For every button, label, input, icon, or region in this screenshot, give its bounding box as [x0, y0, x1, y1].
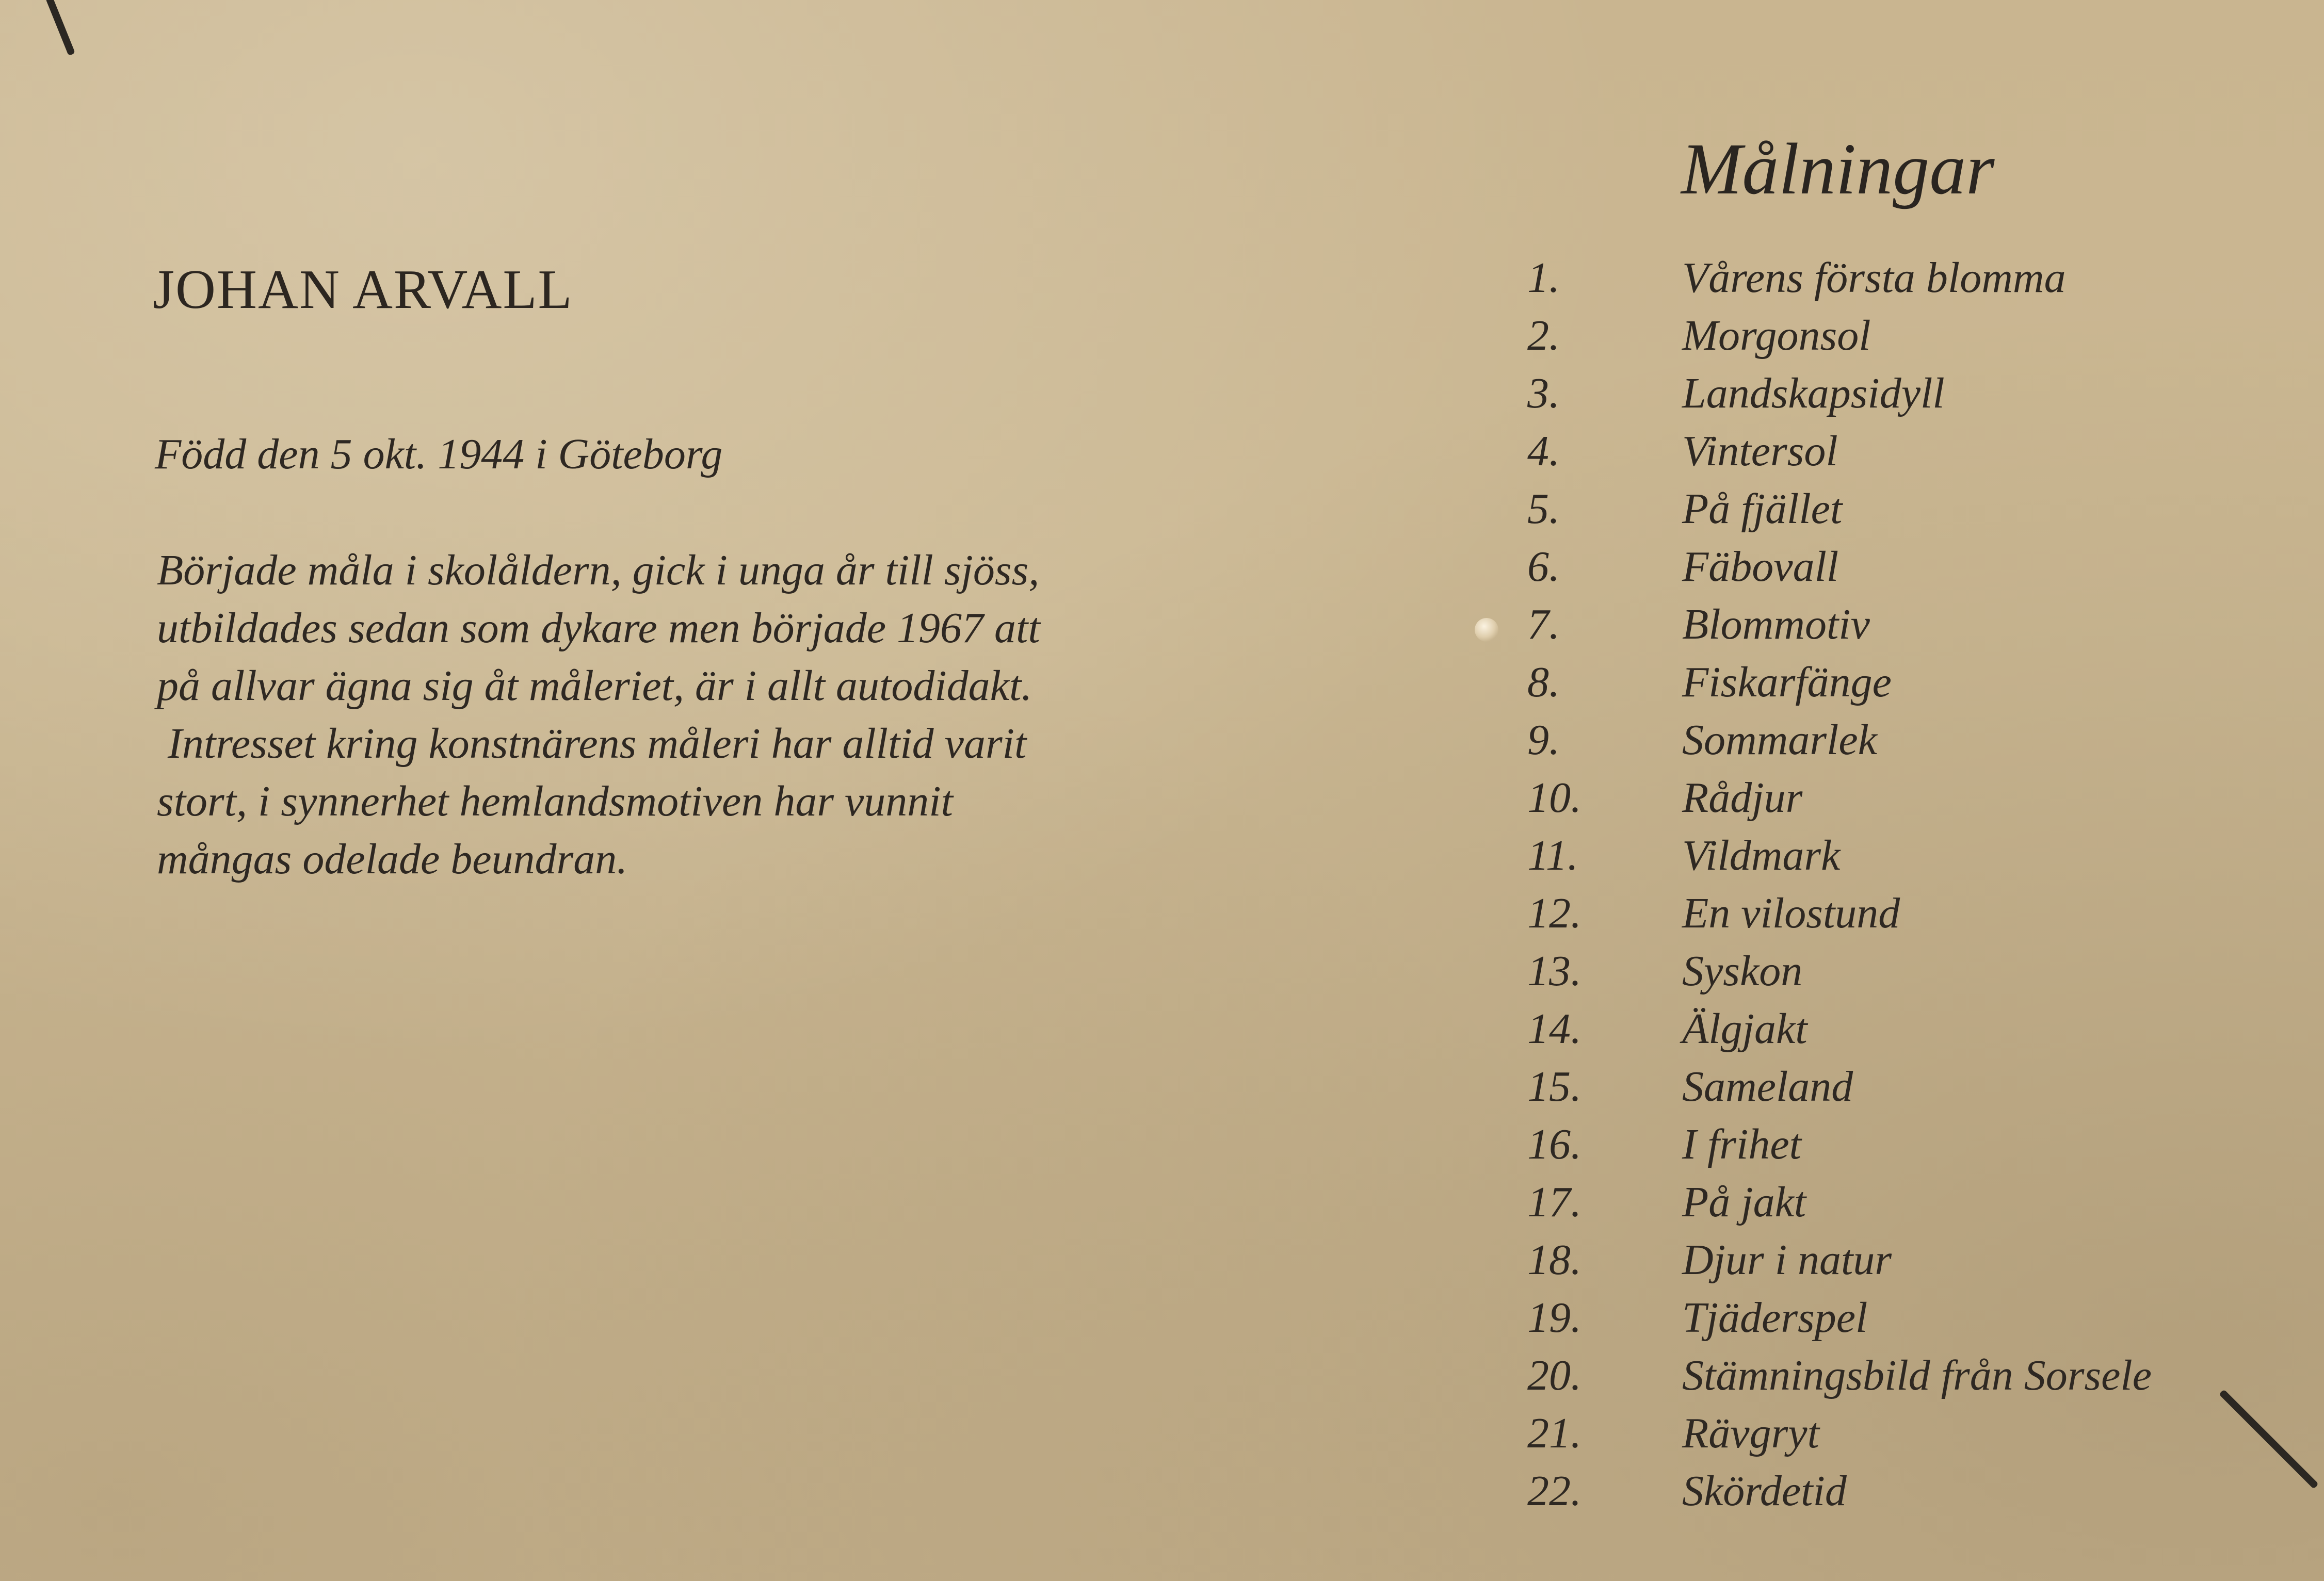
painting-number: 17. — [1527, 1178, 1581, 1226]
painting-number: 20. — [1527, 1351, 1581, 1399]
painting-number: 8. — [1527, 658, 1560, 706]
bio-line: Började måla i skolåldern, gick i unga år till sjöss, — [157, 546, 1040, 594]
painting-number: 4. — [1527, 427, 1560, 475]
painting-number: 10. — [1527, 774, 1581, 822]
pin-hole — [1475, 618, 1498, 642]
painting-number: 11. — [1527, 832, 1578, 879]
painting-title: Rävgryt — [1682, 1409, 1819, 1457]
painting-number: 13. — [1527, 947, 1581, 995]
painting-title: Vårens första blomma — [1682, 254, 2066, 302]
artist-birth: Född den 5 okt. 1944 i Göteborg — [155, 430, 723, 478]
painting-number: 7. — [1527, 600, 1560, 648]
painting-title: Vintersol — [1682, 427, 1838, 475]
painting-item — [1517, 1235, 2291, 1293]
painting-title: Djur i natur — [1682, 1236, 1892, 1284]
painting-title: Rådjur — [1682, 774, 1803, 822]
pin-top-left — [45, 0, 75, 56]
painting-title: Stämningsbild från Sorsele — [1682, 1351, 2152, 1399]
painting-number: 16. — [1527, 1120, 1581, 1168]
painting-item — [1517, 311, 2291, 368]
painting-number: 5. — [1527, 485, 1560, 533]
painting-title: På jakt — [1682, 1178, 1806, 1226]
painting-number: 3. — [1527, 369, 1560, 417]
painting-item — [1517, 484, 2291, 542]
painting-number: 1. — [1527, 254, 1560, 302]
bio-line: Intresset kring konstnärens måleri har alltid varit — [157, 720, 1027, 768]
painting-title: Syskon — [1682, 947, 1803, 995]
painting-title: Tjäderspel — [1682, 1294, 1868, 1342]
painting-title: Blommotiv — [1682, 600, 1870, 648]
painting-title: Landskapsidyll — [1682, 369, 1945, 417]
painting-list — [1517, 253, 2291, 1524]
bio-line: stort, i synnerhet hemlandsmotiven har vunnit — [157, 777, 953, 825]
painting-item — [1517, 1466, 2291, 1524]
painting-number: 9. — [1527, 716, 1560, 764]
painting-title: Sameland — [1682, 1063, 1853, 1111]
painting-item — [1517, 1062, 2291, 1119]
painting-title: Skördetid — [1682, 1467, 1847, 1515]
painting-number: 6. — [1527, 543, 1560, 591]
painting-title: En vilostund — [1682, 889, 1900, 937]
painting-title: Morgonsol — [1682, 312, 1871, 360]
bio-line: utbildades sedan som dykare men började 1967 att — [157, 604, 1040, 652]
painting-title: Vildmark — [1682, 832, 1841, 879]
painting-item — [1517, 253, 2291, 311]
artist-name: JOHAN ARVALL — [153, 259, 573, 320]
painting-item — [1517, 368, 2291, 426]
paintings-heading: Målningar — [1681, 128, 1995, 209]
painting-title: Sommarlek — [1682, 716, 1877, 764]
artist-bio — [157, 542, 1086, 888]
painting-item — [1517, 773, 2291, 830]
painting-title: Fiskarfänge — [1682, 658, 1892, 706]
painting-number: 2. — [1527, 312, 1560, 360]
bio-line: på allvar ägna sig åt måleriet, är i allt autodidakt. — [157, 662, 1032, 710]
painting-item — [1517, 830, 2291, 888]
painting-number: 22. — [1527, 1467, 1581, 1515]
painting-number: 15. — [1527, 1063, 1581, 1111]
painting-item — [1517, 1408, 2291, 1466]
painting-number: 21. — [1527, 1409, 1581, 1457]
painting-number: 18. — [1527, 1236, 1581, 1284]
painting-item — [1517, 1293, 2291, 1350]
painting-title: Fäbovall — [1682, 543, 1839, 591]
painting-item — [1517, 657, 2291, 715]
painting-number: 12. — [1527, 889, 1581, 937]
painting-item — [1517, 1177, 2291, 1235]
painting-title: På fjället — [1682, 485, 1843, 533]
painting-item — [1517, 542, 2291, 599]
painting-item — [1517, 715, 2291, 773]
painting-item — [1517, 946, 2291, 1004]
painting-item — [1517, 1350, 2291, 1408]
painting-number: 19. — [1527, 1294, 1581, 1342]
painting-title: I frihet — [1682, 1120, 1801, 1168]
painting-item — [1517, 1119, 2291, 1177]
painting-number: 14. — [1527, 1005, 1581, 1053]
painting-item — [1517, 1004, 2291, 1062]
painting-item — [1517, 599, 2291, 657]
painting-item — [1517, 426, 2291, 484]
painting-title: Älgjakt — [1682, 1005, 1807, 1053]
bio-line: mångas odelade beundran. — [157, 835, 628, 883]
painting-item — [1517, 888, 2291, 946]
